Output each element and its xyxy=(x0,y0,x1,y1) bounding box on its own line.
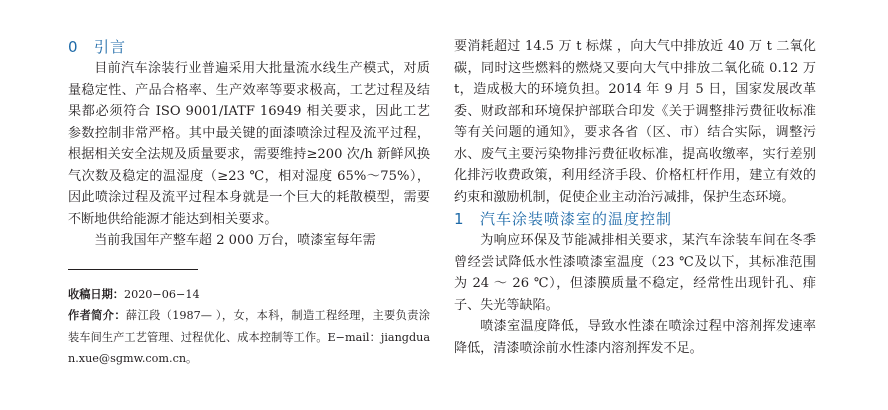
author-value: 薛江段（1987— ），女，本科，制造工程经理，主要负责涂装车间生产工艺管理、过程优化、成本控制等工作。E−mail：jiangduan.xue@sgmw.com.cn。 xyxy=(68,309,430,365)
right-column xyxy=(454,36,816,359)
temperature-paragraph-1: 为响应环保及节能减排相关要求，某汽车涂装车间在冬季曾经尝试降低水性漆喷漆室温度（23 ℃及以下，其标准范围为 24 ～ 26 ℃），但漆膜质量不稳定，经常性出现针孔、痱子、失光等缺陷。 xyxy=(454,233,816,313)
section-title: 汽车涂装喷漆室的温度控制 xyxy=(480,210,673,228)
section-heading-intro xyxy=(68,36,430,58)
intro-paragraph-1: 目前汽车涂装行业普遍采用大批量流水线生产模式，对质量稳定性、产品合格率、生产效率等要求极高，工艺过程及结果都必须符合 ISO 9001/IATF 16949 相关要求，因此工艺参数控制非常严格。其中最关键的面漆喷涂过程及流平过程，根据相关安全法规及质量要求，需要维持≥200 次/h 新鲜风换气次数及稳定的温湿度（≥23 ℃，相对湿度 65%～75%），因此喷涂过程及流平过程本身就是一个巨大的耗散模型，需要不断地供给能源才能达到相关要求。 xyxy=(68,61,430,227)
intro-paragraph-2: 当前我国年产整车超 2 000 万台，喷漆室每年需 xyxy=(94,233,376,248)
author-label: 作者简介： xyxy=(68,309,126,322)
section-number: 0 xyxy=(68,38,79,56)
received-date xyxy=(68,284,430,306)
received-label: 收稿日期： xyxy=(68,287,124,301)
section-heading-temperature xyxy=(454,208,816,230)
temperature-paragraph-2: 喷漆室温度降低，导致水性漆在喷涂过程中溶剂挥发速率降低，清漆喷涂前水性漆内溶剂挥发不足。 xyxy=(454,319,816,356)
section-number: 1 xyxy=(454,210,465,228)
author-info xyxy=(68,305,430,370)
footnote-divider xyxy=(68,269,198,270)
left-column xyxy=(68,36,430,370)
section-title: 引言 xyxy=(94,38,127,56)
received-value: 2020−06−14 xyxy=(123,287,200,301)
continued-paragraph: 要消耗超过 14.5 万 t 标煤 ，向大气中排放近 40 万 t 二氧化碳，同时这些燃料的燃烧又要向大气中排放二氧化硫 0.12 万 t，造成极大的环境负担。2014 年 9 月 5 日，国家发展改革委、财政部和环境保护部联合印发《关于调整排污费征收标准等有关问题的通知》，要求各省（区、市）结合实际，调整污水、废气主要污染物排污费征收标准，提高收缴率，实行差别化排污收费政策，利用经济手段、价格杠杆作用，建立有效的约束和激励机制，促使企业主动治污减排，保护生态环境。 xyxy=(454,39,816,205)
